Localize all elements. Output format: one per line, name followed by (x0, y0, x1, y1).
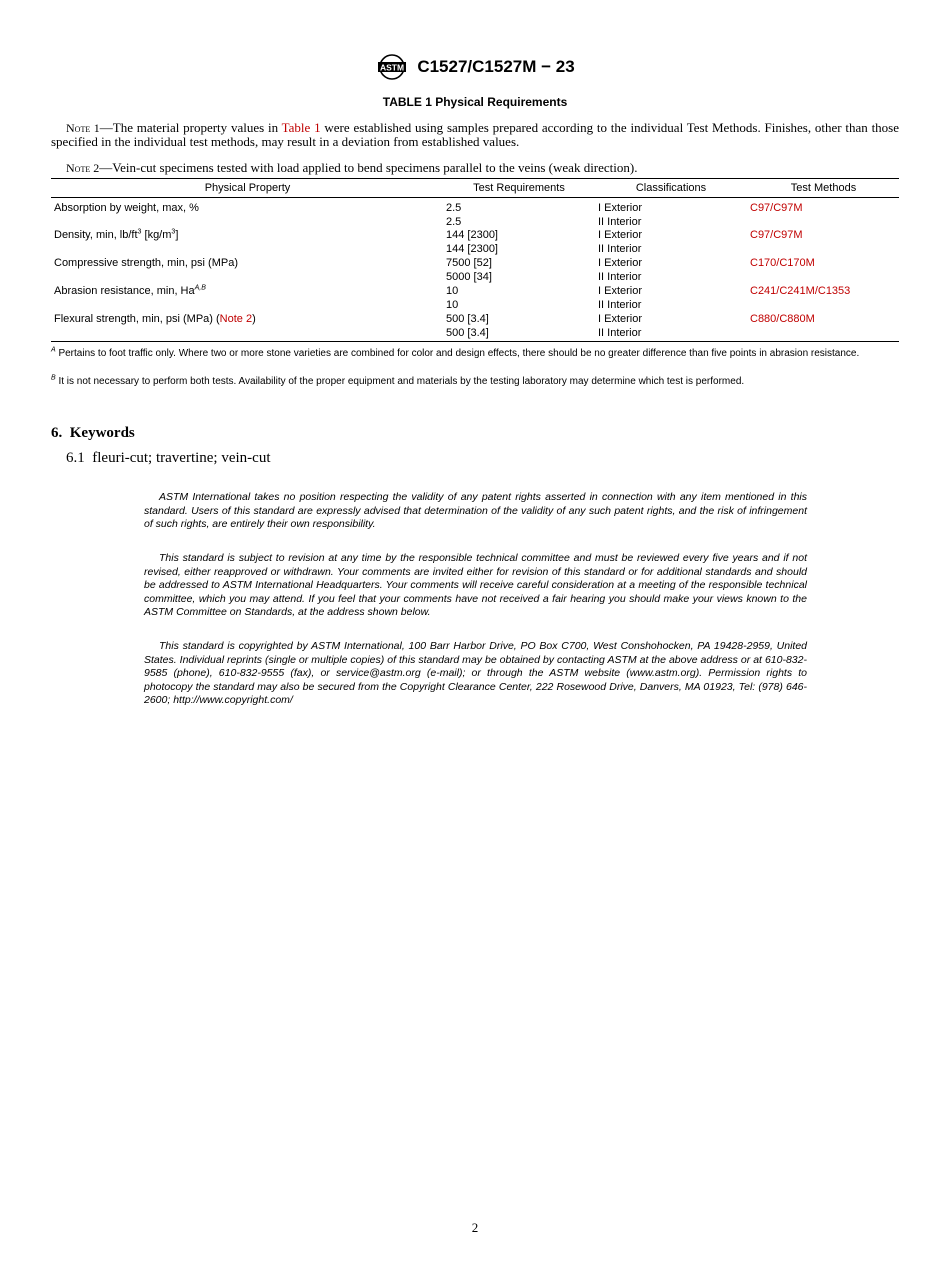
row-2-class-2: II Interior (598, 242, 642, 255)
row-2-method-link[interactable]: C97/C97M (750, 229, 803, 241)
note-1-text-after: were established using samples prepared according to the individual Test Methods. Finishes, other than those specified in the individual test methods, may result in a deviation from established values. (51, 120, 900, 149)
row-4-class-1: I Exterior (598, 285, 643, 297)
svg-text:ASTM: ASTM (380, 62, 405, 73)
astm-logo-icon (375, 52, 409, 82)
row-1-method-link[interactable]: C97/C97M (750, 202, 803, 214)
row-1-req-2: 2.5 (446, 215, 462, 228)
row-5-class-2: II Interior (598, 326, 642, 339)
patent-disclaimer: ASTM International takes no position respecting the validity of any patent rights asserted in connection with any item mentioned in this standard. Users of this standard are expressly advised that determination of the validity of any such patent rights, and the risk of infringement of such rights, are entirely their own responsibility. (144, 491, 807, 531)
row-2-class-1: I Exterior (598, 229, 643, 241)
table-bottom-rule (51, 341, 899, 342)
copyright-notice: This standard is copyrighted by ASTM International, 100 Barr Harbor Drive, PO Box C700, West Conshohocken, PA 19428-2959, United States. Individual reprints (single or multiple copies) of this standard may be obtained by contacting ASTM at the above address or at 610-832-9585 (phone), 610-832-9555 (fax), or service@astm.org (e-mail); or through the ASTM website (www.astm.org). Permission rights to photocopy the standard may also be secured from the Copyright Clearance Center, 222 Rosewood Drive, Danvers, MA 01923, Tel: (978) 646-2600; http://www.copyright.com/ (144, 640, 807, 707)
section-6-heading: 6. Keywords (51, 425, 135, 441)
table-note-2 (66, 161, 899, 175)
page-number: 2 (471, 1220, 479, 1235)
section-6-1-text: 6.1 fleuri-cut; travertine; vein-cut (66, 450, 271, 466)
row-3-class-2: II Interior (598, 270, 642, 283)
note-1-text-before: —The material property values in (99, 120, 282, 135)
row-4-method-link[interactable]: C241/C241M/C1353 (750, 285, 851, 297)
row-4-req-1: 10 (446, 285, 459, 297)
row-3-method-link[interactable]: C170/C170M (750, 257, 815, 269)
row-3-req-1: 7500 [52] (446, 257, 492, 269)
table-1-link[interactable]: Table 1 (281, 120, 321, 135)
row-2-property: Density, min, $lb/ft^3$ $[kg/m^3]$ (54, 228, 179, 241)
table-header-rule (51, 197, 899, 198)
page-header (0, 52, 950, 87)
row-3-class-1: I Exterior (598, 257, 643, 269)
column-header-classifications: Classifications (635, 182, 707, 194)
table-top-rule (51, 178, 899, 179)
row-5-method-link[interactable]: C880/C880M (750, 313, 815, 325)
row-1-property: Absorption by weight, max, % (54, 202, 199, 214)
row-4-class-2: II Interior (598, 298, 642, 311)
row-2-req-2: 144 [2300] (446, 242, 498, 255)
document-designation: C1527/C1527M − 23 (417, 57, 575, 76)
row-3-property: Compressive strength, min, psi (MPa) (54, 257, 238, 269)
row-2-req-1: 144 [2300] (446, 229, 498, 241)
table-note-1 (51, 121, 899, 149)
note-1-lead: Note 1 (66, 121, 100, 135)
row-5-class-1: I Exterior (598, 313, 643, 325)
row-4-req-2: 10 (446, 298, 459, 311)
column-header-test-methods: Test Methods (790, 182, 857, 194)
row-1-class-2: II Interior (598, 215, 642, 228)
note-2-link[interactable]: Note 2 (219, 313, 253, 325)
note-2-text: —Vein-cut specimens tested with load applied to bend specimens parallel to the veins (weak direction). (99, 160, 638, 175)
row-5-property: Flexural strength, min, psi (MPa) (Note 2) (54, 313, 256, 325)
table-footnote-b: $^B$ It is not necessary to perform both tests. Availability of the proper equipment and materials by the testing laboratory may determine which test is performed. (51, 374, 745, 387)
row-4-property: Abrasion resistance, min, $Ha^{A,B}$ (54, 284, 206, 297)
row-5-req-2: 500 [3.4] (446, 326, 489, 339)
row-3-req-2: 5000 [34] (446, 270, 492, 283)
row-1-class-1: I Exterior (598, 202, 643, 214)
table-footnote-a: $^A$ Pertains to foot traffic only. Where two or more stone varieties are combined for color and design effects, there should be no greater difference than five points in abrasion resistance. (51, 346, 860, 359)
column-header-physical-property: Physical Property (204, 182, 291, 194)
note-2-lead: Note 2 (66, 161, 100, 175)
revision-notice: This standard is subject to revision at any time by the responsible technical committee and must be reviewed every five years and if not revised, either reapproved or withdrawn. Your comments are invited either for revision of this standard or for additional standards and should be addressed to ASTM International Headquarters. Your comments will receive careful consideration at a meeting of the responsible technical committee, which you may attend. If you feel that your comments have not received a fair hearing you should make your views known to the ASTM Committee on Standards, at the address shown below. (144, 552, 807, 619)
column-header-test-requirements: Test Requirements (473, 182, 565, 194)
row-5-req-1: 500 [3.4] (446, 313, 489, 325)
table-title: TABLE 1 Physical Requirements (382, 95, 568, 109)
row-1-req-1: 2.5 (446, 202, 462, 214)
